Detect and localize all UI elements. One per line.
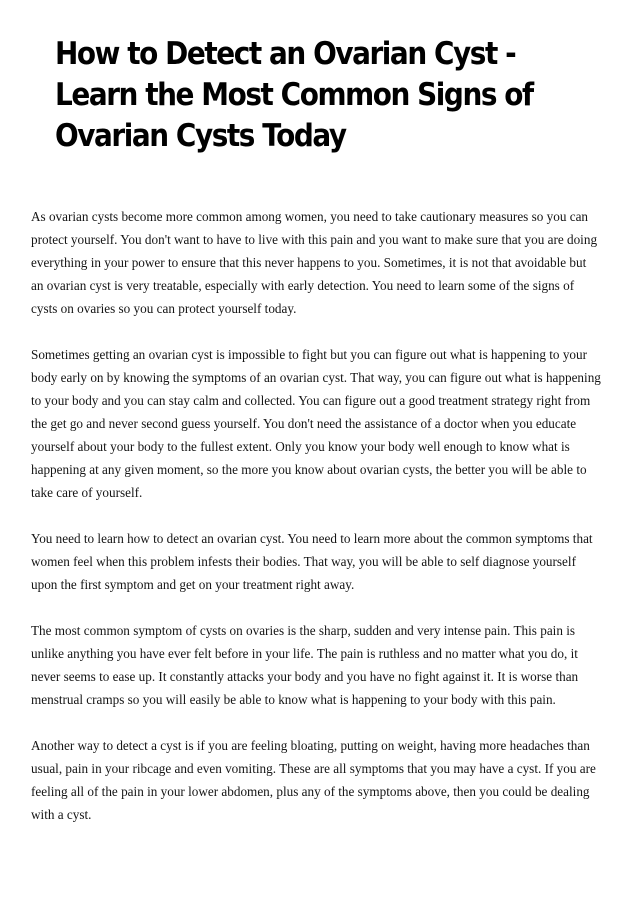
paragraph-3: You need to learn how to detect an ovarian cyst. You need to learn more about the common symptoms that women feel when this problem infests their bodies. That way, you will be able to self diagnose yourself upon the first symptom and get on your treatment right away. <box>31 531 593 592</box>
paragraph-2: Sometimes getting an ovarian cyst is impossible to fight but you can figure out what is happening to your body early on by knowing the symptoms of an ovarian cyst. That way, you can figure out what is happening to your body and you can stay calm and collected. You can figure out a good treatment strategy right from the get go and never second guess yourself. You don't need the assistance of a doctor when you educate yourself about your body to the fullest extent. Only you know your body well enough to know what is happening at any given moment, so the more you know about ovarian cysts, the better you will be able to take care of yourself. <box>31 347 601 500</box>
paragraph-1: As ovarian cysts become more common among women, you need to take cautionary measures so you can protect yourself. You don't want to have to live with this pain and you want to make sure that you are doing everything in your power to ensure that this never happens to you. Sometimes, it is not that avoidable but an ovarian cyst is very treatable, especially with early detection. You need to learn some of the signs of cysts on ovaries so you can protect yourself today. <box>31 209 598 316</box>
paragraph-5: Another way to detect a cyst is if you are feeling bloating, putting on weight, having more headaches than usual, pain in your ribcage and even vomiting. These are all symptoms that you may have a cyst. If you are feeling all of the pain in your lower abdomen, plus any of the symptoms above, then you could be dealing with a cyst. <box>31 738 596 822</box>
paragraph-4: The most common symptom of cysts on ovaries is the sharp, sudden and very intense pain. This pain is unlike anything you have ever felt before in your life. The pain is ruthless and no matter what you do, it never seems to ease up. It constantly attacks your body and you have no fight against it. It is worse than menstrual cramps so you will easily be able to know what is happening to your body with this pain. <box>31 623 579 707</box>
page-title: How to Detect an Ovarian Cyst - Learn the Most Common Signs of Ovarian Cysts Today <box>55 36 533 154</box>
article-body <box>31 205 601 849</box>
